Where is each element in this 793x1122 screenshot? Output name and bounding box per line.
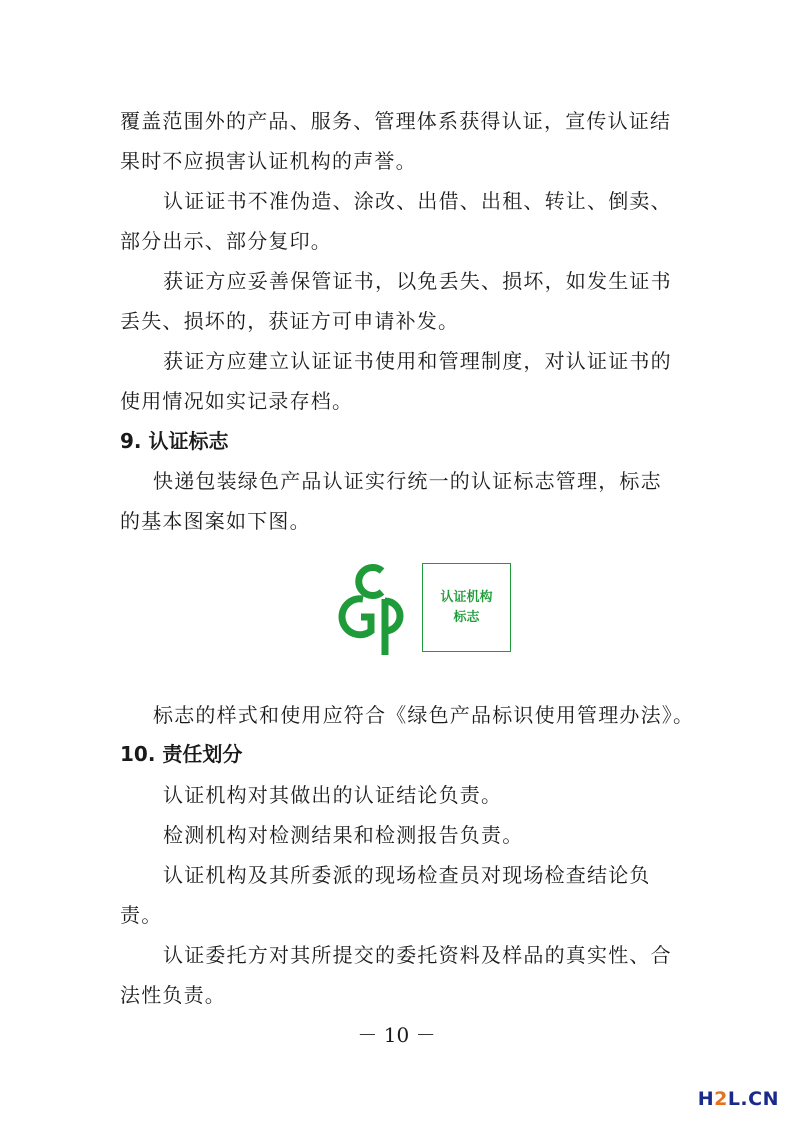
paragraph-line: 的基本图案如下图。	[120, 509, 311, 533]
paragraph-line: 丢失、损坏的，获证方可申请补发。	[120, 309, 460, 333]
paragraph-line: 认证委托方对其所提交的委托资料及样品的真实性、合	[163, 943, 672, 967]
site-watermark	[698, 1088, 779, 1110]
certification-logo	[335, 559, 515, 655]
paragraph-line: 快递包装绿色产品认证实行统一的认证标志管理，标志	[153, 469, 662, 493]
paragraph-line: 获证方应妥善保管证书，以免丢失、损坏，如发生证书	[163, 269, 672, 293]
paragraph-line: 法性负责。	[120, 983, 226, 1007]
paragraph-line: 果时不应损害认证机构的声誉。	[120, 149, 417, 173]
paragraph-line: 认证机构及其所委派的现场检查员对现场检查结论负	[163, 863, 651, 887]
logo-box-line-1: 认证机构	[440, 589, 493, 605]
paragraph-line: 获证方应建立认证证书使用和管理制度，对认证证书的	[163, 349, 672, 373]
page-number: － 10 －	[357, 1023, 436, 1047]
logo-box-line-2: 标志	[453, 609, 480, 625]
paragraph-line: 检测机构对检测结果和检测报告负责。	[163, 823, 524, 847]
paragraph-line: 部分出示、部分复印。	[120, 229, 332, 253]
section-10-heading: 10. 责任划分	[120, 742, 243, 766]
paragraph-line: 责。	[120, 903, 163, 927]
gp-logo-icon	[335, 559, 419, 655]
watermark-part-3: L.CN	[727, 1088, 779, 1110]
watermark-part-1: H	[697, 1088, 715, 1110]
certification-body-logo-box	[422, 563, 511, 652]
paragraph-line: 覆盖范围外的产品、服务、管理体系获得认证，宣传认证结	[120, 109, 672, 133]
paragraph-line: 标志的样式和使用应符合《绿色产品标识使用管理办法》。	[153, 703, 695, 727]
watermark-part-2: 2	[714, 1088, 728, 1110]
section-9-heading: 9. 认证标志	[120, 429, 229, 453]
paragraph-line: 认证证书不准伪造、涂改、出借、出租、转让、倒卖、	[163, 189, 672, 213]
paragraph-line: 使用情况如实记录存档。	[120, 389, 354, 413]
paragraph-line: 认证机构对其做出的认证结论负责。	[163, 783, 503, 807]
